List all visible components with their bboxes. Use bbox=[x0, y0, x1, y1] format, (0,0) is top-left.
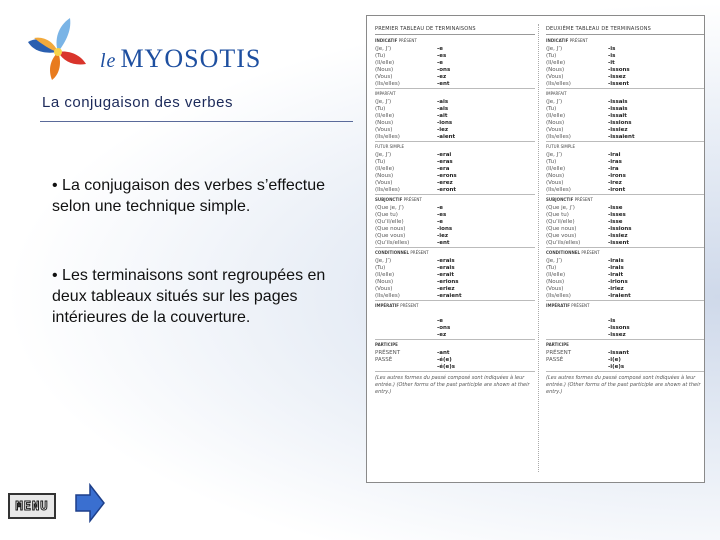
conjugation-row bbox=[546, 151, 705, 158]
mood-label: CONDITIONNEL bbox=[546, 250, 581, 255]
pronoun: (Vous) bbox=[375, 126, 393, 133]
pronoun: (Que nous) bbox=[546, 225, 577, 232]
ending: -era bbox=[437, 165, 450, 172]
tense-label: IMPARFAIT bbox=[546, 91, 567, 96]
tense-heading bbox=[546, 144, 705, 150]
pronoun: (Vous) bbox=[375, 73, 393, 80]
conjugation-row bbox=[546, 349, 705, 356]
pronoun: (Tu) bbox=[375, 52, 386, 59]
pronoun: PRÉSENT bbox=[375, 349, 401, 356]
conjugation-row bbox=[546, 158, 705, 165]
conjugation-row bbox=[375, 317, 535, 324]
ending: -issait bbox=[608, 112, 627, 119]
pronoun: (Tu) bbox=[546, 52, 557, 59]
pronoun: (Que nous) bbox=[375, 225, 406, 232]
conjugation-row bbox=[546, 45, 705, 52]
ending: -iez bbox=[437, 126, 449, 133]
conjugation-row bbox=[375, 218, 535, 225]
tense-label: IMPARFAIT bbox=[375, 91, 396, 96]
pronoun: (Que je, j’) bbox=[546, 204, 575, 211]
ending: -issant bbox=[608, 349, 629, 356]
conjugation-row bbox=[546, 133, 705, 140]
ending: -erai bbox=[437, 151, 452, 158]
first-table-title: PREMIER TABLEAU DE TERMINAISONS bbox=[375, 26, 535, 35]
tense-section bbox=[375, 248, 535, 301]
pronoun: (Qu’il/elle) bbox=[546, 218, 575, 225]
second-table-note: (Les autres formes du passé composé sont indiquées à leur entrée.) (Other forms of the past participle are shown at their entry.) bbox=[546, 375, 701, 395]
ending: -ais bbox=[437, 105, 449, 112]
conjugation-row bbox=[546, 98, 705, 105]
conjugation-row bbox=[375, 257, 535, 264]
pronoun: (Il/elle) bbox=[546, 165, 566, 172]
ending: -isse bbox=[608, 218, 623, 225]
pronoun: PASSÉ bbox=[375, 356, 393, 363]
pronoun: (Il/elle) bbox=[546, 271, 566, 278]
conjugation-row bbox=[375, 112, 535, 119]
pronoun: (Ils/elles) bbox=[546, 186, 571, 193]
conjugation-row bbox=[546, 271, 705, 278]
mood-label: INDICATIF bbox=[375, 38, 398, 43]
tense-label: PRÉSENT bbox=[569, 38, 588, 43]
ending: -erais bbox=[437, 264, 455, 271]
conjugation-row bbox=[375, 133, 535, 140]
pronoun: (Je, J’) bbox=[546, 45, 563, 52]
conjugation-row bbox=[375, 52, 535, 59]
pronoun: (Ils/elles) bbox=[375, 186, 400, 193]
pronoun: (Vous) bbox=[375, 285, 393, 292]
ending: -e bbox=[437, 218, 444, 225]
ending: -erons bbox=[437, 172, 457, 179]
conjugation-row bbox=[546, 119, 705, 126]
ending: -iras bbox=[608, 158, 622, 165]
conjugation-row bbox=[546, 257, 705, 264]
ending: -ent bbox=[437, 239, 450, 246]
pronoun: (Ils/elles) bbox=[375, 80, 400, 87]
pronoun: (Vous) bbox=[375, 179, 393, 186]
ending: -iraient bbox=[608, 292, 631, 299]
pronoun: (Nous) bbox=[546, 172, 565, 179]
pronoun: (Nous) bbox=[546, 119, 565, 126]
conjugation-row bbox=[546, 165, 705, 172]
pronoun: (Je, J’) bbox=[546, 151, 563, 158]
ending: -erais bbox=[437, 257, 455, 264]
pronoun: (Je, J’) bbox=[375, 257, 392, 264]
pronoun: (Ils/elles) bbox=[546, 292, 571, 299]
column-divider bbox=[538, 24, 539, 472]
tense-label: PRÉSENT bbox=[400, 303, 419, 308]
tense-heading bbox=[546, 250, 705, 256]
tense-heading bbox=[546, 197, 705, 203]
tense-heading bbox=[375, 38, 535, 44]
title-underline bbox=[40, 121, 353, 122]
ending: -e bbox=[437, 59, 444, 66]
mood-label: CONDITIONNEL bbox=[375, 250, 410, 255]
conjugation-row bbox=[375, 278, 535, 285]
pronoun: (Que tu) bbox=[546, 211, 569, 218]
tense-label: PRÉSENT bbox=[398, 38, 417, 43]
ending: -eras bbox=[437, 158, 453, 165]
conjugation-tables-image bbox=[366, 15, 705, 483]
conjugation-row bbox=[375, 105, 535, 112]
tense-section bbox=[546, 142, 705, 195]
pronoun: (Je, J’) bbox=[375, 151, 392, 158]
tense-label: PRÉSENT bbox=[403, 197, 422, 202]
second-table-title: DEUXIÈME TABLEAU DE TERMINAISONS bbox=[546, 26, 705, 35]
ending: -ira bbox=[608, 165, 619, 172]
conjugation-row bbox=[546, 292, 705, 299]
ending: -iront bbox=[608, 186, 626, 193]
ending: -issions bbox=[608, 119, 632, 126]
tense-section bbox=[546, 248, 705, 301]
conjugation-row bbox=[375, 172, 535, 179]
ending: -irez bbox=[608, 179, 622, 186]
menu-button-label: MENU bbox=[15, 499, 49, 513]
ending: -ions bbox=[437, 119, 453, 126]
pronoun: (Tu) bbox=[546, 158, 557, 165]
mood-label: PARTICIPE bbox=[546, 342, 569, 347]
ending: -iez bbox=[437, 232, 449, 239]
conjugation-row bbox=[546, 317, 705, 324]
bullet-1: • La conjugaison des verbes s’effectue selon une technique simple. bbox=[52, 177, 326, 215]
conjugation-row bbox=[546, 232, 705, 239]
pronoun: (Ils/elles) bbox=[375, 292, 400, 299]
pronoun: (Nous) bbox=[546, 278, 565, 285]
tense-section bbox=[375, 301, 535, 340]
pronoun: PRÉSENT bbox=[546, 349, 572, 356]
logo-prefix: le bbox=[100, 50, 117, 72]
ending: -is bbox=[608, 45, 616, 52]
tense-heading bbox=[546, 91, 705, 97]
ending: -ez bbox=[437, 331, 447, 338]
conjugation-row bbox=[546, 264, 705, 271]
conjugation-row bbox=[546, 186, 705, 193]
ending: -eriez bbox=[437, 285, 455, 292]
mood-label: SUBJONCTIF bbox=[375, 197, 403, 202]
tense-heading bbox=[546, 342, 705, 348]
ending: -e bbox=[437, 317, 444, 324]
ending: -erions bbox=[437, 278, 459, 285]
conjugation-row bbox=[546, 204, 705, 211]
first-table-note: (Les autres formes du passé composé sont indiquées à leur entrée.) (Other forms of the past participle are shown at their entry.) bbox=[375, 375, 530, 395]
myosotis-flower-icon bbox=[18, 14, 98, 84]
ending: -irais bbox=[608, 264, 624, 271]
ending: -it bbox=[608, 59, 615, 66]
pronoun: (Tu) bbox=[375, 105, 386, 112]
conjugation-row bbox=[375, 211, 535, 218]
ending: -issez bbox=[608, 331, 626, 338]
ending: -es bbox=[437, 211, 447, 218]
pronoun: (Vous) bbox=[546, 285, 564, 292]
ending: -irions bbox=[608, 278, 628, 285]
ending: -isses bbox=[608, 211, 626, 218]
pronoun: (Je, J’) bbox=[546, 98, 563, 105]
ending: -issais bbox=[608, 98, 628, 105]
pronoun: (Il/elle) bbox=[546, 59, 566, 66]
pronoun: (Ils/elles) bbox=[375, 133, 400, 140]
pronoun: (Tu) bbox=[375, 264, 386, 271]
conjugation-row bbox=[546, 225, 705, 232]
conjugation-row bbox=[546, 211, 705, 218]
ending: -irait bbox=[608, 271, 624, 278]
conjugation-row bbox=[375, 119, 535, 126]
conjugation-row bbox=[375, 292, 535, 299]
ending: -eraient bbox=[437, 292, 462, 299]
pronoun: (Tu) bbox=[375, 158, 386, 165]
conjugation-row bbox=[546, 59, 705, 66]
pronoun: (Tu) bbox=[546, 264, 557, 271]
ending: -issiez bbox=[608, 126, 628, 133]
conjugation-row bbox=[375, 349, 535, 356]
ending: -ons bbox=[437, 66, 451, 73]
ending: -ait bbox=[437, 112, 448, 119]
pronoun: (Que vous) bbox=[375, 232, 406, 239]
conjugation-row bbox=[375, 59, 535, 66]
conjugation-row bbox=[375, 126, 535, 133]
conjugation-row bbox=[375, 204, 535, 211]
ending: -iriez bbox=[608, 285, 624, 292]
pronoun: (Ils/elles) bbox=[546, 133, 571, 140]
conjugation-row bbox=[375, 324, 535, 331]
ending: -is bbox=[608, 52, 616, 59]
pronoun: (Que vous) bbox=[546, 232, 577, 239]
pronoun: (Tu) bbox=[546, 105, 557, 112]
tense-heading bbox=[375, 197, 535, 203]
pronoun: (Il/elle) bbox=[375, 112, 395, 119]
first-table bbox=[375, 26, 535, 396]
tense-section bbox=[546, 36, 705, 89]
conjugation-row bbox=[375, 225, 535, 232]
conjugation-row bbox=[375, 310, 535, 317]
pronoun: PASSÉ bbox=[546, 356, 564, 363]
conjugation-row bbox=[546, 52, 705, 59]
pronoun: (Nous) bbox=[375, 278, 394, 285]
tense-heading bbox=[375, 91, 535, 97]
ending: -issent bbox=[608, 80, 629, 87]
ending: -ent bbox=[437, 80, 450, 87]
logo bbox=[18, 14, 262, 84]
ending: -irais bbox=[608, 257, 624, 264]
conjugation-row bbox=[375, 165, 535, 172]
menu-button[interactable] bbox=[8, 493, 56, 519]
pronoun: (Il/elle) bbox=[546, 112, 566, 119]
pronoun: (Il/elle) bbox=[375, 165, 395, 172]
bullet-2: • Les terminaisons sont regroupées en deux tableaux situés sur les pages intérieures de la couverture. bbox=[52, 267, 326, 326]
ending: -issez bbox=[608, 73, 626, 80]
conjugation-row bbox=[546, 239, 705, 246]
pronoun: (Je, J’) bbox=[375, 45, 392, 52]
ending: -ez bbox=[437, 73, 447, 80]
conjugation-row bbox=[546, 179, 705, 186]
conjugation-row bbox=[375, 66, 535, 73]
mood-label: IMPÉRATIF bbox=[546, 303, 570, 308]
right-arrow-icon[interactable] bbox=[74, 483, 106, 523]
conjugation-row bbox=[546, 66, 705, 73]
conjugation-row bbox=[546, 112, 705, 119]
ending: -issions bbox=[608, 225, 632, 232]
ending: -issaient bbox=[608, 133, 635, 140]
conjugation-row bbox=[546, 218, 705, 225]
tense-section bbox=[546, 301, 705, 340]
tense-heading bbox=[375, 303, 535, 309]
tense-section bbox=[546, 89, 705, 142]
ending: -issais bbox=[608, 105, 628, 112]
ending: -issons bbox=[608, 324, 630, 331]
conjugation-row bbox=[375, 331, 535, 338]
conjugation-row bbox=[375, 264, 535, 271]
ending: -ions bbox=[437, 225, 453, 232]
ending: -ant bbox=[437, 349, 450, 356]
conjugation-row bbox=[546, 80, 705, 87]
pronoun: (Nous) bbox=[375, 172, 394, 179]
conjugation-row bbox=[546, 278, 705, 285]
ending: -ons bbox=[437, 324, 451, 331]
ending: -aient bbox=[437, 133, 456, 140]
pronoun: (Il/elle) bbox=[375, 59, 395, 66]
pronoun: (Je, J’) bbox=[375, 98, 392, 105]
pronoun: (Ils/elles) bbox=[546, 80, 571, 87]
pronoun: (Que tu) bbox=[375, 211, 398, 218]
tense-label: PRÉSENT bbox=[581, 250, 600, 255]
ending: -erez bbox=[437, 179, 453, 186]
tense-heading bbox=[375, 342, 535, 348]
pronoun: (Qu’ils/elles) bbox=[375, 239, 410, 246]
ending: -i(e)s bbox=[608, 363, 625, 370]
tense-label: FUTUR SIMPLE bbox=[546, 144, 575, 149]
ending: -i(e) bbox=[608, 356, 621, 363]
conjugation-row bbox=[375, 73, 535, 80]
ending: -eront bbox=[437, 186, 457, 193]
ending: -e bbox=[437, 45, 444, 52]
conjugation-row bbox=[375, 98, 535, 105]
tense-label: FUTUR SIMPLE bbox=[375, 144, 404, 149]
conjugation-row bbox=[546, 356, 705, 363]
pronoun: (Il/elle) bbox=[375, 271, 395, 278]
ending: -erait bbox=[437, 271, 454, 278]
ending: -e bbox=[437, 204, 444, 211]
ending: -é(e)s bbox=[437, 363, 456, 370]
tense-heading bbox=[546, 303, 705, 309]
tense-section bbox=[375, 89, 535, 142]
conjugation-row bbox=[375, 158, 535, 165]
conjugation-row bbox=[375, 45, 535, 52]
tense-section bbox=[375, 195, 535, 248]
tense-section bbox=[375, 340, 535, 372]
tense-section bbox=[375, 36, 535, 89]
ending: -é(e) bbox=[437, 356, 452, 363]
conjugation-row bbox=[375, 271, 535, 278]
conjugation-row bbox=[375, 232, 535, 239]
pronoun: (Vous) bbox=[546, 73, 564, 80]
ending: -irons bbox=[608, 172, 626, 179]
mood-label: PARTICIPE bbox=[375, 342, 398, 347]
ending: -is bbox=[608, 317, 616, 324]
conjugation-row bbox=[546, 285, 705, 292]
conjugation-row bbox=[375, 363, 535, 370]
ending: -issiez bbox=[608, 232, 628, 239]
tense-section bbox=[546, 340, 705, 372]
mood-label: IMPÉRATIF bbox=[375, 303, 399, 308]
conjugation-row bbox=[375, 151, 535, 158]
conjugation-row bbox=[546, 126, 705, 133]
logo-name: MYOSOTIS bbox=[120, 44, 262, 73]
tense-heading bbox=[375, 250, 535, 256]
pronoun: (Nous) bbox=[546, 66, 565, 73]
conjugation-row bbox=[546, 172, 705, 179]
ending: -issons bbox=[608, 66, 630, 73]
pronoun: (Vous) bbox=[546, 179, 564, 186]
pronoun: (Qu’ils/elles) bbox=[546, 239, 581, 246]
conjugation-row bbox=[375, 285, 535, 292]
tense-section bbox=[546, 195, 705, 248]
pronoun: (Que je, j’) bbox=[375, 204, 404, 211]
ending: -ais bbox=[437, 98, 449, 105]
conjugation-row bbox=[546, 310, 705, 317]
conjugation-row bbox=[546, 363, 705, 370]
pronoun: (Qu’il/elle) bbox=[375, 218, 404, 225]
slide-title: La conjugaison des verbes bbox=[42, 94, 233, 111]
conjugation-row bbox=[546, 331, 705, 338]
tense-heading bbox=[375, 144, 535, 150]
conjugation-row bbox=[375, 186, 535, 193]
tense-section bbox=[375, 142, 535, 195]
ending: -isse bbox=[608, 204, 623, 211]
conjugation-row bbox=[375, 80, 535, 87]
mood-label: SUBJONCTIF bbox=[546, 197, 574, 202]
ending: -es bbox=[437, 52, 447, 59]
ending: -irai bbox=[608, 151, 621, 158]
pronoun: (Nous) bbox=[375, 119, 394, 126]
tense-heading bbox=[546, 38, 705, 44]
conjugation-row bbox=[375, 179, 535, 186]
tense-label: PRÉSENT bbox=[410, 250, 429, 255]
conjugation-row bbox=[375, 239, 535, 246]
tense-label: PRÉSENT bbox=[574, 197, 593, 202]
tense-label: PRÉSENT bbox=[571, 303, 590, 308]
pronoun: (Vous) bbox=[546, 126, 564, 133]
second-table bbox=[546, 26, 705, 396]
conjugation-row bbox=[375, 356, 535, 363]
mood-label: INDICATIF bbox=[546, 38, 569, 43]
conjugation-row bbox=[546, 324, 705, 331]
pronoun: (Nous) bbox=[375, 66, 394, 73]
conjugation-row bbox=[546, 73, 705, 80]
pronoun: (Je, J’) bbox=[546, 257, 563, 264]
conjugation-row bbox=[546, 105, 705, 112]
logo-wordmark bbox=[100, 44, 261, 74]
ending: -issent bbox=[608, 239, 629, 246]
